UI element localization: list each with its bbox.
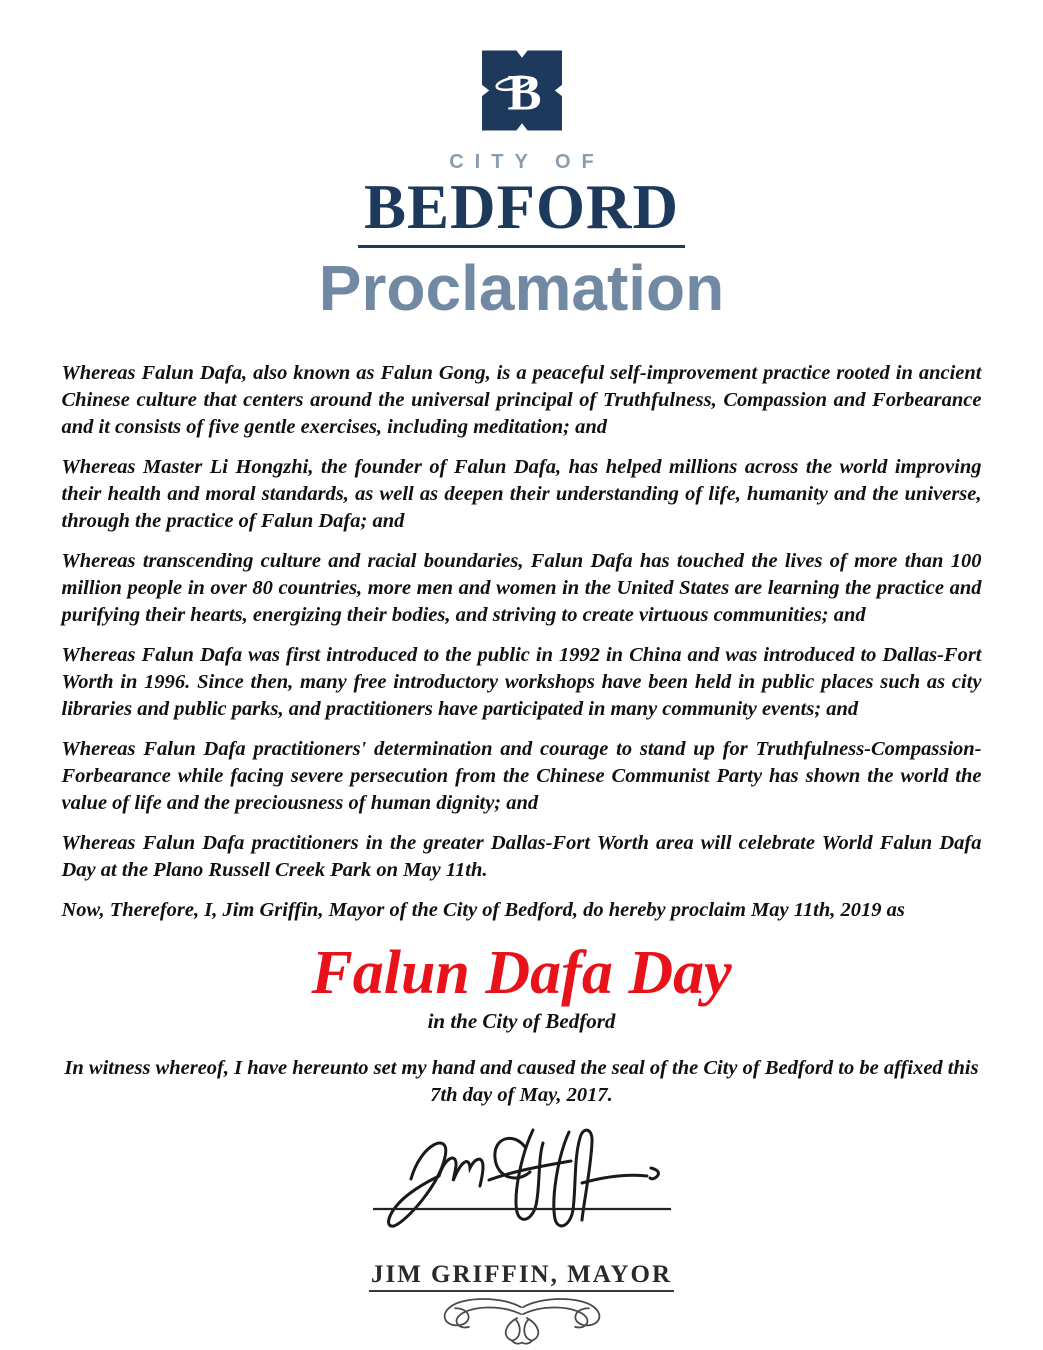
city-name: BEDFORD xyxy=(358,176,685,248)
witness-statement: In witness whereof, I have hereunto set my hand and caused the seal of the City of Bedford to be affixed this 7th day of May, 2017. xyxy=(64,1057,979,1107)
signatory-name-line xyxy=(0,1261,1043,1292)
therefore-paragraph: Now, Therefore, I, Jim Griffin, Mayor of the City of Bedford, do hereby proclaim May 11th, 2019 as xyxy=(61,899,905,921)
whereas-paragraph: Whereas Falun Dafa practitioners in the greater Dallas-Fort Worth area will celebrate World Falun Dafa Day at the Plano Russell Creek Park on May 11th. xyxy=(61,832,982,881)
signatory-name: JIM GRIFFIN, MAYOR xyxy=(369,1261,674,1292)
whereas-paragraph: Whereas Master Li Hongzhi, the founder of Falun Dafa, has helped millions across the world improving their health and moral standards, as well as deepen their understanding of life, humanity and the universe, through the practice of Falun Dafa; and xyxy=(61,456,982,532)
city-of-label: CITY OF xyxy=(449,151,605,173)
whereas-paragraph: Whereas transcending culture and racial boundaries, Falun Dafa has touched the lives of more than 100 million people in over 80 countries, more men and women in the United States are learning the practice and purifying their hearts, energizing their bodies, and striving to create virtuous communities; and xyxy=(61,550,982,626)
flourish-container xyxy=(0,1296,1043,1350)
proclaimed-day-subtitle: in the City of Bedford xyxy=(427,1009,616,1034)
svg-text:B: B xyxy=(506,64,541,122)
whereas-paragraph: Whereas Falun Dafa practitioners' determination and courage to stand up for Truthfulness-Compassion-Forbearance while facing severe persecution from the Chinese Communist Party has shown the world the value of life and the preciousness of human dignity; and xyxy=(61,738,982,814)
mayor-signature-icon xyxy=(367,1123,677,1238)
whereas-paragraph: Whereas Falun Dafa, also known as Falun Gong, is a peaceful self-improvement practice rooted in ancient Chinese culture that centers around the universal principal of Truthfulness, Compassion and Forbearance and it consists of five gentle exercises, including meditation; and xyxy=(61,362,982,438)
whereas-paragraph: Whereas Falun Dafa was first introduced to the public in 1992 in China and was introduced to Dallas-Fort Worth in 1996. Since then, many free introductory workshops have been held in public places such as city libraries and public parks, and practitioners have participated in many community events; and xyxy=(61,644,982,720)
flourish-icon xyxy=(404,1296,640,1346)
page-title: Proclamation xyxy=(318,252,725,324)
bedford-logo-b-icon xyxy=(482,50,562,131)
proclamation-body xyxy=(62,360,982,924)
proclaimed-day-title: Falun Dafa Day xyxy=(311,939,732,1007)
signature-block xyxy=(0,1123,1043,1243)
document-header xyxy=(0,0,1043,324)
